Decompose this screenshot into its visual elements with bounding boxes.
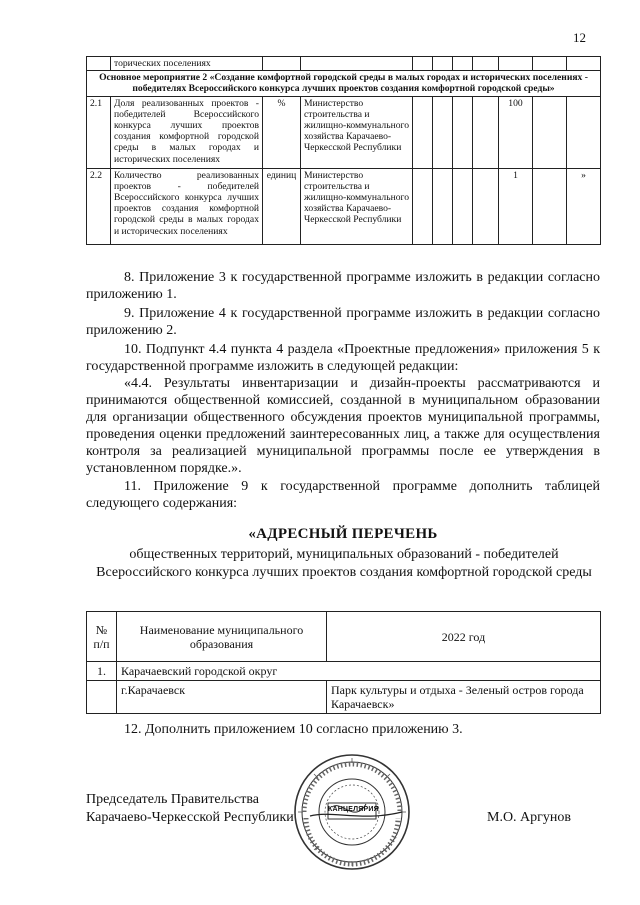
signatory-position bbox=[86, 791, 294, 827]
indicator-extra bbox=[567, 96, 601, 168]
indicator-name: Доля реализованных проектов - победителей Всероссийского конкурса лучших проектов создания комфортной городской среды в малых городах и исторических поселениях bbox=[111, 96, 263, 168]
indicators-table bbox=[86, 56, 601, 245]
row-number: 2.2 bbox=[87, 168, 111, 244]
header-name: Наименование муниципального образования bbox=[117, 612, 327, 662]
header-num: № п/п bbox=[87, 612, 117, 662]
address-list-title: «АДРЕСНЫЙ ПЕРЕЧЕНЬ bbox=[248, 526, 438, 542]
address-table bbox=[86, 611, 601, 714]
table-row bbox=[87, 57, 601, 71]
header-year: 2022 год bbox=[327, 612, 601, 662]
row-number: 1. bbox=[87, 662, 117, 681]
table-header-row bbox=[87, 612, 601, 662]
cell-continued-text: торических поселениях bbox=[111, 57, 263, 71]
indicator-value: 100 bbox=[499, 96, 533, 168]
indicator-extra: » bbox=[567, 168, 601, 244]
indicator-name: Количество реализованных проектов - победителей Всероссийского конкурса лучших проектов создания комфортной городской среды в малых городах и исторических поселениях bbox=[111, 168, 263, 244]
paragraph-8: 8. Приложение 3 к государственной программе изложить в редакции согласно приложению 1. bbox=[86, 270, 600, 302]
municipality-name: Карачаевский городской округ bbox=[117, 662, 601, 681]
table-row bbox=[87, 681, 601, 714]
indicator-value: 1 bbox=[499, 168, 533, 244]
unit: единиц bbox=[263, 168, 301, 244]
position-line-1: Председатель Правительства bbox=[86, 792, 259, 807]
table-row bbox=[87, 71, 601, 96]
section-title: Основное мероприятие 2 «Создание комфортной городской среды в малых городах и исторических поселениях - победителях Всероссийского конкурса лучших проектов создания комфортной городской среды» bbox=[87, 71, 601, 96]
city-name: г.Карачаевск bbox=[117, 681, 327, 714]
paragraph-10-quote: «4.4. Результаты инвентаризации и дизайн-проекты рассматриваются и принимаются общественной комиссией, созданной в муниципальном образовании для организации общественного обсуждения проектов муниципальной программы, проведения оценки предложений заинтересованных лиц, а также для осуществления контроля за реализацией муниципальной программы после ее утверждения в установленном порядке.». bbox=[86, 376, 600, 476]
responsible-org: Министерство строительства и жилищно-коммунального хозяйства Карачаево-Черкесской Республики bbox=[301, 168, 413, 244]
table-row bbox=[87, 168, 601, 244]
official-seal bbox=[292, 752, 412, 872]
row-number: 2.1 bbox=[87, 96, 111, 168]
address-list-subtitle: общественных территорий, муниципальных образований - победителей Всероссийского конкурса лучших проектов создания комфортной городской среды bbox=[96, 547, 592, 580]
paragraph-11: 11. Приложение 9 к государственной программе дополнить таблицей следующего содержания: bbox=[86, 479, 600, 511]
paragraph-9: 9. Приложение 4 к государственной программе изложить в редакции согласно приложению 2. bbox=[86, 306, 600, 338]
table-row bbox=[87, 662, 601, 681]
unit: % bbox=[263, 96, 301, 168]
signatory-name: М.О. Аргунов bbox=[487, 810, 572, 825]
page-number: 12 bbox=[573, 30, 586, 45]
paragraph-12: 12. Дополнить приложением 10 согласно приложению 3. bbox=[124, 722, 463, 737]
responsible-org: Министерство строительства и жилищно-коммунального хозяйства Карачаево-Черкесской Республики bbox=[301, 96, 413, 168]
table-row bbox=[87, 96, 601, 168]
paragraph-10: 10. Подпункт 4.4 пункта 4 раздела «Проектные предложения» приложения 5 к государственной программе изложить в следующей редакции: bbox=[86, 342, 600, 374]
seal-label: КАНЦЕЛЯРИЯ bbox=[328, 806, 379, 813]
position-line-2: Карачаево-Черкесской Республики bbox=[86, 810, 294, 825]
territory-name: Парк культуры и отдыха - Зеленый остров города Карачаевск» bbox=[327, 681, 601, 714]
